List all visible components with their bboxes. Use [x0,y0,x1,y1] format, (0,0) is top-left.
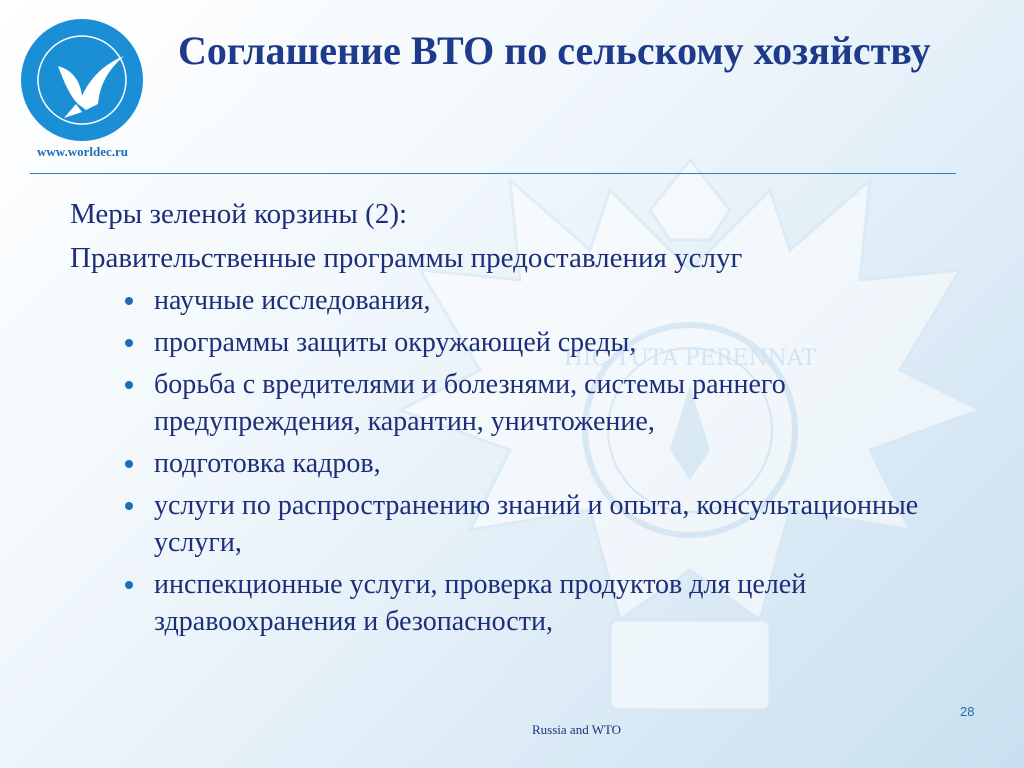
bullet-icon [125,339,133,347]
university-logo [20,18,144,142]
page-number: 28 [960,704,975,719]
list-item [70,366,970,440]
bullet-icon [125,381,133,389]
list-item [70,445,970,482]
footer-caption: Russia and WTO [532,722,622,737]
divider [30,173,956,174]
list-item-text: инспекционные услуги, проверка продуктов для целей здравоохранения и безопасности, [154,569,807,637]
page-title: Соглашение ВТО по сельскому хозяйству [178,28,931,73]
bullet-icon [125,460,133,468]
site-url: www.worldec.ru [37,144,128,159]
heading-line-1: Меры зеленой корзины (2): [70,198,408,230]
heading-line-2: Правительственные программы предоставления услуг [70,242,743,274]
list-item-text: научные исследования, [154,285,431,316]
list-item [70,487,970,561]
slide-content [70,194,970,645]
list-item [70,282,970,319]
bullet-icon [125,581,133,589]
list-item-text: подготовка кадров, [154,448,381,479]
list-item [70,324,970,361]
bullet-icon [125,297,133,305]
list-item [70,566,970,640]
bullet-icon [125,502,133,510]
watermark-motto: HIC TUTA PERENNAT [563,346,817,371]
list-item-text: программы защиты окружающей среды, [154,327,637,358]
list-item-text: борьба с вредителями и болезнями, системы раннего предупреждения, карантин, уничтожение, [154,369,786,437]
bullet-list [70,282,970,640]
list-item-text: услуги по распространению знаний и опыта, консультационные услуги, [154,490,919,558]
